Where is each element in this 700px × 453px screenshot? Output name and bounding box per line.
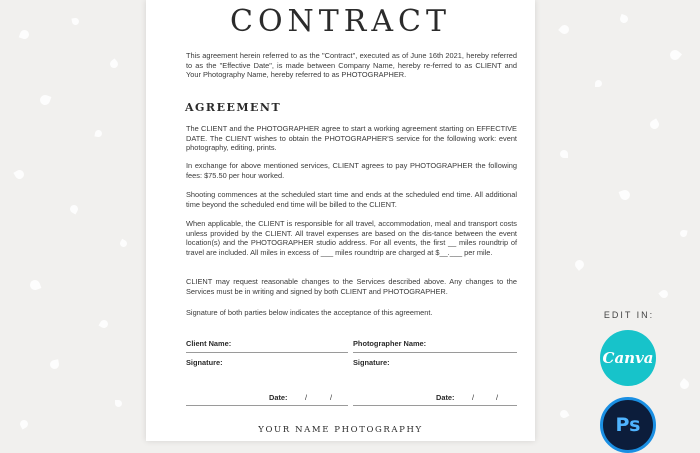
document-footer: YOUR NAME PHOTOGRAPHY <box>258 425 423 435</box>
canva-logo-icon[interactable] <box>600 330 656 386</box>
photographer-date-label: Date: <box>436 393 455 402</box>
photographer-signature-label: Signature: <box>353 358 390 367</box>
client-date-label: Date: <box>269 393 288 402</box>
canva-label: Canva <box>602 349 654 367</box>
client-date-separator-1: / <box>305 393 308 402</box>
photographer-name-label: Photographer Name: <box>353 339 427 348</box>
document-title: CONTRACT <box>229 4 452 39</box>
client-date-separator-2: / <box>330 393 333 402</box>
paragraph-fees: In exchange for above mentioned services, CLIENT agrees to pay PHOTOGRAPHER the following fees: $75.50 per hour worked. <box>186 161 517 180</box>
photographer-name-line[interactable] <box>353 352 517 353</box>
section-heading: AGREEMENT <box>185 101 282 114</box>
photographer-date-separator-2: / <box>496 393 499 402</box>
paragraph-schedule: Shooting commences at the scheduled start time and ends at the scheduled end time. All additional time beyond the scheduled end time will be billed to the CLIENT. <box>186 190 517 209</box>
client-signature-line[interactable] <box>186 405 348 406</box>
paragraph-start-date: The CLIENT and the PHOTOGRAPHER agree to start a working agreement starting on EFFECTIVE DATE. The CLIENT wishes to obtain the PHOTOGRAPHER'S service for the following work: event photography, editing, prints. <box>186 124 517 153</box>
intro-paragraph: This agreement herein referred to as the "Contract", executed as of June 16th 2021, hereby referred to as the "Effective Date", is made between Company Name, hereby re-ferred to as CLIENT and Your Photography Name, hereby referred to as PHOTOGRAPHER. <box>186 51 517 80</box>
client-name-line[interactable] <box>186 352 348 353</box>
client-name-label: Client Name: <box>186 339 232 348</box>
contract-page <box>146 0 535 441</box>
paragraph-travel: When applicable, the CLIENT is responsible for all travel, accommodation, meal and transport costs unless provided by the CLIENT. All travel expenses are based on the dis-tance between the event location(s) and the PHOTOGRAPHER studio address. For all events, the first __ miles roundtrip of travel are included. All miles in excess of ___ miles roundtrip are charged at $__.___ per mile. <box>186 219 517 257</box>
photoshop-logo-icon[interactable] <box>600 397 656 453</box>
paragraph-changes: CLIENT may request reasonable changes to the Services described above. Any changes to the Services must be in writing and signed by both CLIENT and PHOTOGRAPHER. <box>186 277 517 296</box>
client-signature-label: Signature: <box>186 358 223 367</box>
photoshop-label: Ps <box>615 414 641 436</box>
paragraph-acceptance: Signature of both parties below indicates the acceptance of this agreement. <box>186 308 433 317</box>
photographer-signature-line[interactable] <box>353 405 517 406</box>
edit-in-label: EDIT IN: <box>603 310 655 320</box>
photographer-date-separator-1: / <box>472 393 475 402</box>
